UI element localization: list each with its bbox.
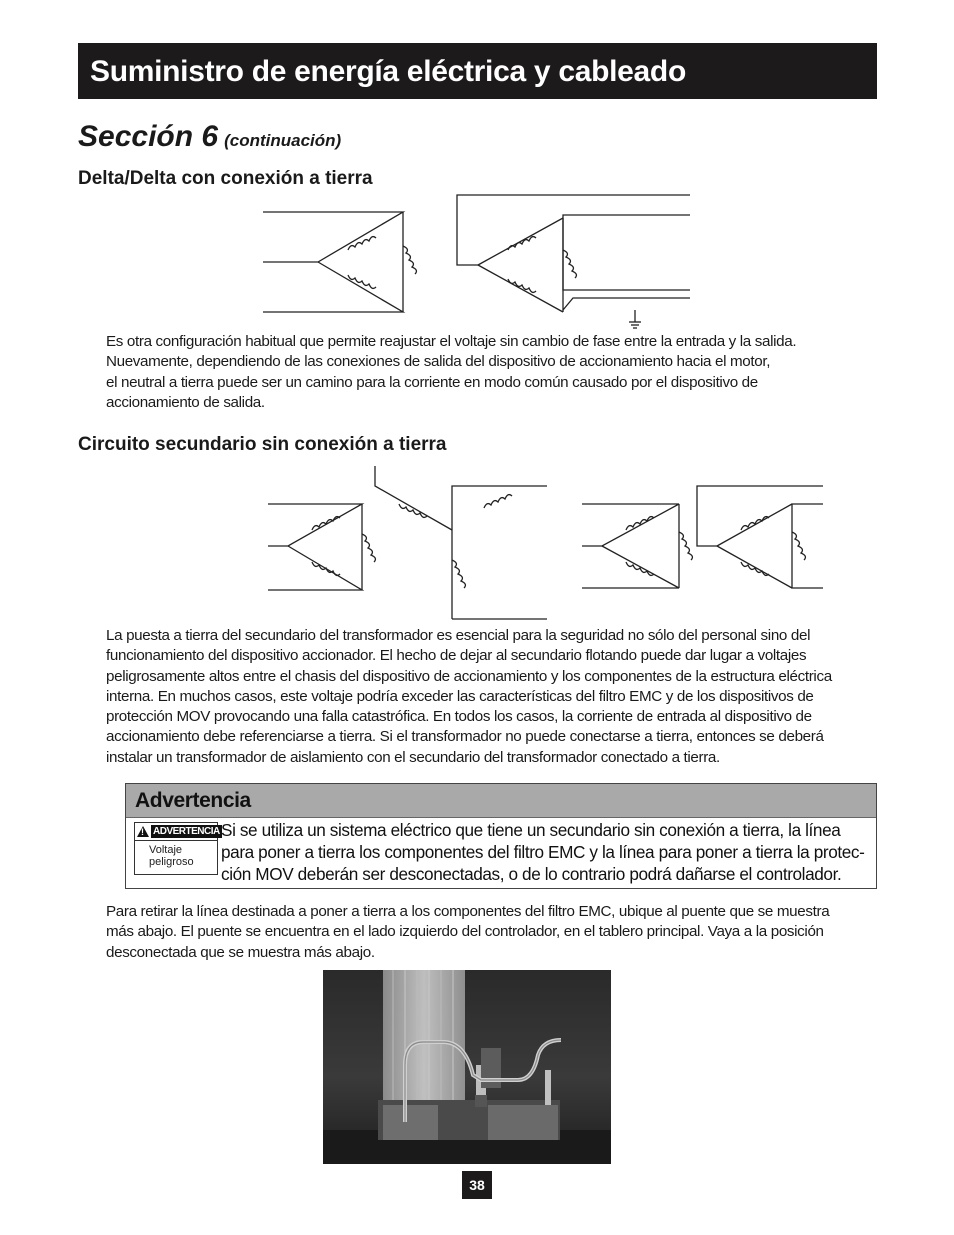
text-line: el neutral a tierra puede ser un camino para la corriente en modo común causado por el dispositivo de xyxy=(106,373,758,391)
section-title xyxy=(78,120,341,154)
primary-delta-winding xyxy=(263,212,416,312)
text-line: desconectada que se muestra más abajo. xyxy=(106,943,375,961)
paragraph-ungrounded-secondary xyxy=(106,626,832,768)
header-bar xyxy=(78,43,877,99)
section-title-main: Sección 6 xyxy=(78,120,219,153)
hazard-label-text xyxy=(135,841,217,868)
warning-box xyxy=(125,783,877,889)
hazard-label-top xyxy=(135,823,220,841)
text-line: Es otra configuración habitual que permite reajustar el voltaje sin cambio de fase entre la entrada y la salida. xyxy=(106,333,797,350)
text-line: funcionamiento del dispositivo accionador. El hecho de dejar al secundario flotando puede dar lugar a voltajes xyxy=(106,647,807,665)
paragraph-delta-delta xyxy=(106,332,796,413)
warning-title: Advertencia xyxy=(135,789,251,812)
heading-ungrounded-secondary: Circuito secundario sin conexión a tierra xyxy=(78,434,447,455)
paragraph-remove-ground xyxy=(106,902,829,963)
page-number: 38 xyxy=(462,1171,492,1199)
warning-header xyxy=(126,784,876,818)
hazard-label-word: ADVERTENCIA xyxy=(153,826,220,837)
secondary-delta-winding xyxy=(697,486,823,588)
hazard-label-line: peligroso xyxy=(149,856,194,868)
secondary-wye-winding xyxy=(375,466,547,619)
text-line: accionamiento de salida. xyxy=(106,393,265,411)
delta-wye-ungrounded-diagram xyxy=(262,464,552,624)
heading-delta-delta: Delta/Delta con conexión a tierra xyxy=(78,168,373,189)
page-header-title: Suministro de energía eléctrica y cableado xyxy=(90,55,686,88)
text-line: Para retirar la línea destinada a poner a tierra a los componentes del filtro EMC, ubique al puente que se muestra xyxy=(106,903,830,920)
delta-delta-grounded-diagram xyxy=(255,190,700,335)
text-line: peligrosamente altos entre el chasis del dispositivo de accionamiento y los componentes de la estructura eléctrica xyxy=(106,667,832,685)
text-line: accionamiento debe referenciarse a tierra. Si el transformador no puede conectarse a tierra, entonces se deberá xyxy=(106,728,824,746)
ground-icon xyxy=(629,310,641,328)
text-line: interna. En muchos casos, este voltaje podría exceder las características del filtro EMC y de los dispositivos de xyxy=(106,687,814,705)
hazard-label-line: Voltaje xyxy=(149,844,183,856)
text-line: Si se utiliza un sistema eléctrico que tiene un secundario sin conexión a tierra, la línea xyxy=(221,820,841,840)
primary-delta-winding xyxy=(582,504,692,588)
warning-triangle-icon xyxy=(137,826,149,837)
text-line: instalar un transformador de aislamiento con el secundario del transformador conectado a tierra. xyxy=(106,748,720,766)
text-line: para poner a tierra los componentes del filtro EMC y la línea para poner a tierra la protec- xyxy=(221,842,865,862)
text-line: ción MOV deberán ser desconectadas, o de lo contrario podrá dañarse el controlador. xyxy=(221,864,842,884)
section-subtitle: (continuación) xyxy=(224,131,342,150)
text-line: Nuevamente, dependiendo de las conexiones de salida del dispositivo de accionamiento hacia el motor, xyxy=(106,353,771,371)
text-line: más abajo. El puente se encuentra en el lado izquierdo del controlador, en el tablero principal. Vaya a la posición xyxy=(106,923,824,941)
jumper-photo xyxy=(323,970,611,1164)
text-line: protección MOV provocando una falla catastrófica. En todos los casos, la corriente de entrada al dispositivo de xyxy=(106,708,812,726)
warning-text xyxy=(221,819,873,885)
delta-delta-ungrounded-diagram xyxy=(576,482,831,594)
hazard-label xyxy=(134,822,218,875)
text-line: La puesta a tierra del secundario del transformador es esencial para la seguridad no sólo del personal sino del xyxy=(106,627,811,644)
secondary-delta-winding xyxy=(457,195,690,328)
primary-delta-winding xyxy=(268,504,375,590)
